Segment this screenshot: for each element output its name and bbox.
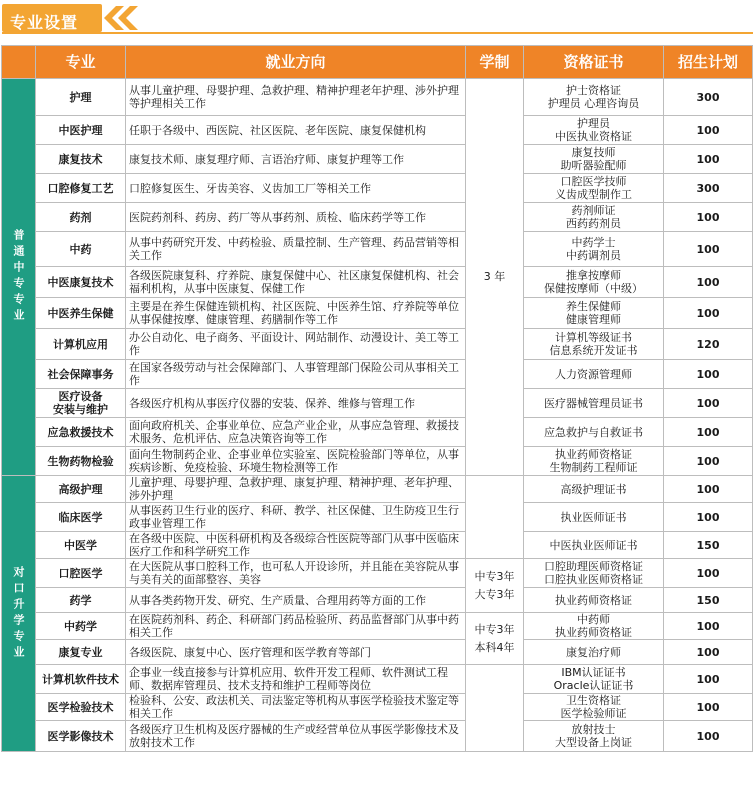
duration-text: 大专3年 — [474, 587, 515, 601]
certificate-cell: 中药师 执业药师资格证 — [524, 613, 664, 640]
table-row — [2, 559, 753, 588]
table-header-row — [2, 46, 753, 79]
major-cell: 康复技术 — [36, 145, 126, 174]
enrollment-cell: 100 — [664, 640, 753, 665]
certificate-cell: 口腔助理医师资格证 口腔执业医师资格证 — [524, 559, 664, 588]
major-cell: 中医护理 — [36, 116, 126, 145]
certificate-cell: 人力资源管理师 — [524, 360, 664, 389]
enrollment-cell: 100 — [664, 360, 753, 389]
certificate-cell: 卫生资格证 医学检验师证 — [524, 694, 664, 721]
enrollment-cell: 100 — [664, 203, 753, 232]
direction-cell: 主要是在养生保健连锁机构、社区医院、中医养生馆、疗养院等单位从事保健按摩、健康管理、药膳制作等工作 — [126, 298, 466, 329]
direction-cell: 在医院药剂科、药企、科研部门药品检验所、药品监督部门从事中药相关工作 — [126, 613, 466, 640]
certificate-cell: 中医执业医师证书 — [524, 532, 664, 559]
certificate-cell: 养生保健师 健康管理师 — [524, 298, 664, 329]
duration-text: 中专3年 — [474, 569, 515, 583]
certificate-cell: 康复治疗师 — [524, 640, 664, 665]
direction-cell: 在国家各级劳动与社会保障部门、人事管理部门保险公司从事相关工作 — [126, 360, 466, 389]
table-row — [2, 145, 753, 174]
certificate-cell: 应急救护与自救证书 — [524, 418, 664, 447]
banner-underline — [2, 32, 753, 34]
enrollment-cell: 300 — [664, 174, 753, 203]
enrollment-cell: 300 — [664, 79, 753, 116]
major-cell: 计算机软件技术 — [36, 665, 126, 694]
table-row — [2, 532, 753, 559]
certificate-cell: 医疗器械管理员证书 — [524, 389, 664, 418]
major-cell: 高级护理 — [36, 476, 126, 503]
certificate-cell: 护理员 中医执业资格证 — [524, 116, 664, 145]
majors-table — [1, 45, 753, 752]
enrollment-cell: 150 — [664, 588, 753, 613]
direction-cell: 在各级中医院、中医科研机构及各级综合性医院等部门从事中医临床医疗工作和科学研究工作 — [126, 532, 466, 559]
duration-text: 3 年 — [483, 270, 506, 283]
header-certificate: 资格证书 — [524, 46, 664, 79]
direction-cell: 企事业一线直接参与计算机应用、软件开发工程师、软件测试工程师、数据库管理员、技术支持和维护工程师等岗位 — [126, 665, 466, 694]
certificate-cell: 康复技师 助听器验配师 — [524, 145, 664, 174]
header-enrollment: 招生计划 — [664, 46, 753, 79]
certificate-cell: 计算机等级证书 信息系统开发证书 — [524, 329, 664, 360]
section-title: 专业设置 — [10, 13, 79, 32]
major-cell: 中医学 — [36, 532, 126, 559]
header-major: 专业 — [36, 46, 126, 79]
duration-cell — [466, 559, 524, 613]
certificate-cell: 执业药师资格证 生物制药工程师证 — [524, 447, 664, 476]
major-cell: 中药 — [36, 232, 126, 267]
table-row — [2, 329, 753, 360]
direction-cell: 检验科、公安、政法机关、司法鉴定等机构从事医学检验技术鉴定等相关工作 — [126, 694, 466, 721]
major-cell: 计算机应用 — [36, 329, 126, 360]
certificate-cell: 高级护理证书 — [524, 476, 664, 503]
direction-cell: 面向政府机关、企事业单位、应急产业企业，从事应急管理、救援技术服务、危机评估、应急决策咨询等工作 — [126, 418, 466, 447]
table-row — [2, 694, 753, 721]
enrollment-cell: 100 — [664, 559, 753, 588]
direction-cell: 各级医疗卫生机构及医疗器械的生产或经营单位从事医学影像技术及放射技术工作 — [126, 721, 466, 752]
section-title-box — [2, 4, 102, 32]
enrollment-cell: 100 — [664, 298, 753, 329]
major-cell: 生物药物检验 — [36, 447, 126, 476]
enrollment-cell: 100 — [664, 145, 753, 174]
table-row — [2, 503, 753, 532]
duration-cell — [466, 79, 524, 476]
certificate-cell: 执业药师资格证 — [524, 588, 664, 613]
table-row — [2, 267, 753, 298]
enrollment-cell: 100 — [664, 503, 753, 532]
direction-cell: 各级医疗机构从事医疗仪器的安装、保养、维修与管理工作 — [126, 389, 466, 418]
table-row — [2, 476, 753, 503]
certificate-cell: IBM认证证书 Oracle认证证书 — [524, 665, 664, 694]
direction-cell: 办公自动化、电子商务、平面设计、网站制作、动漫设计、美工等工作 — [126, 329, 466, 360]
enrollment-cell: 100 — [664, 267, 753, 298]
certificate-cell: 护士资格证 护理员 心理咨询员 — [524, 79, 664, 116]
group-label-cell — [2, 476, 36, 752]
section-banner — [0, 0, 753, 34]
major-cell: 社会保障事务 — [36, 360, 126, 389]
major-cell: 医学检验技术 — [36, 694, 126, 721]
enrollment-cell: 100 — [664, 694, 753, 721]
direction-cell: 从事中药研究开发、中药检验、质量控制、生产管理、药品营销等相关工作 — [126, 232, 466, 267]
table-row — [2, 640, 753, 665]
duration-text: 本科4年 — [474, 640, 515, 654]
table-row — [2, 203, 753, 232]
direction-cell: 任职于各级中、西医院、社区医院、老年医院、康复保健机构 — [126, 116, 466, 145]
direction-cell: 口腔修复医生、牙齿美容、义齿加工厂等相关工作 — [126, 174, 466, 203]
certificate-cell: 推拿按摩师 保健按摩师（中级） — [524, 267, 664, 298]
table-row — [2, 613, 753, 640]
direction-cell: 从事医药卫生行业的医疗、科研、教学、社区保健、卫生防疫卫生行政事业管理工作 — [126, 503, 466, 532]
major-cell: 应急救援技术 — [36, 418, 126, 447]
direction-cell: 在大医院从事口腔科工作，也可私人开设诊所，并且能在美容院从事与美有关的面部整容、美容 — [126, 559, 466, 588]
duration-text: 中专3年 — [474, 622, 515, 636]
major-cell: 中药学 — [36, 613, 126, 640]
direction-cell: 康复技术师、康复理疗师、言语治疗师、康复护理等工作 — [126, 145, 466, 174]
major-cell: 药学 — [36, 588, 126, 613]
table-row — [2, 389, 753, 418]
table-row — [2, 174, 753, 203]
enrollment-cell: 100 — [664, 116, 753, 145]
enrollment-cell: 100 — [664, 665, 753, 694]
direction-cell: 各级医院、康复中心、医疗管理和医学教育等部门 — [126, 640, 466, 665]
table-row — [2, 418, 753, 447]
duration-cell — [466, 665, 524, 752]
direction-cell: 面向生物制药企业、企事业单位实验室、医院检验部门等单位，从事疾病诊断、免疫检验、环境生物检测等工作 — [126, 447, 466, 476]
certificate-cell: 放射技士 大型设备上岗证 — [524, 721, 664, 752]
certificate-cell: 执业医师证书 — [524, 503, 664, 532]
group-label: 普通中专专业 — [12, 229, 25, 325]
major-cell: 中医养生保健 — [36, 298, 126, 329]
table-row — [2, 232, 753, 267]
major-cell: 中医康复技术 — [36, 267, 126, 298]
enrollment-cell: 100 — [664, 389, 753, 418]
enrollment-cell: 100 — [664, 476, 753, 503]
table-row — [2, 721, 753, 752]
header-direction: 就业方向 — [126, 46, 466, 79]
table-row — [2, 79, 753, 116]
major-cell: 临床医学 — [36, 503, 126, 532]
enrollment-cell: 100 — [664, 232, 753, 267]
enrollment-cell: 100 — [664, 447, 753, 476]
enrollment-cell: 120 — [664, 329, 753, 360]
duration-cell — [466, 613, 524, 665]
major-cell: 医疗设备 安装与维护 — [36, 389, 126, 418]
major-cell: 药剂 — [36, 203, 126, 232]
certificate-cell: 中药学士 中药调剂员 — [524, 232, 664, 267]
direction-cell: 从事各类药物开发、研究、生产质量、合理用药等方面的工作 — [126, 588, 466, 613]
table-row — [2, 447, 753, 476]
header-blank-cell — [2, 46, 36, 79]
group-label: 对口升学专业 — [12, 565, 25, 662]
duration-cell — [466, 476, 524, 559]
table-row — [2, 298, 753, 329]
table-row — [2, 360, 753, 389]
table-row — [2, 665, 753, 694]
certificate-cell: 口腔医学技师 义齿成型制作工 — [524, 174, 664, 203]
enrollment-cell: 150 — [664, 532, 753, 559]
enrollment-cell: 100 — [664, 418, 753, 447]
group-label-cell — [2, 79, 36, 476]
certificate-cell: 药剂师证 西药药剂员 — [524, 203, 664, 232]
major-cell: 口腔医学 — [36, 559, 126, 588]
direction-cell: 医院药剂科、药房、药厂等从事药剂、质检、临床药学等工作 — [126, 203, 466, 232]
major-cell: 康复专业 — [36, 640, 126, 665]
major-cell: 医学影像技术 — [36, 721, 126, 752]
direction-cell: 儿童护理、母婴护理、急救护理、康复护理、精神护理、老年护理、涉外护理 — [126, 476, 466, 503]
major-cell: 口腔修复工艺 — [36, 174, 126, 203]
header-duration: 学制 — [466, 46, 524, 79]
table-row — [2, 588, 753, 613]
enrollment-cell: 100 — [664, 613, 753, 640]
direction-cell: 各级医院康复科、疗养院、康复保健中心、社区康复保健机构、社会福利机构，从事中医康复、保健工作 — [126, 267, 466, 298]
enrollment-cell: 100 — [664, 721, 753, 752]
table-row — [2, 116, 753, 145]
direction-cell: 从事儿童护理、母婴护理、急救护理、精神护理老年护理、涉外护理等护理相关工作 — [126, 79, 466, 116]
major-cell: 护理 — [36, 79, 126, 116]
